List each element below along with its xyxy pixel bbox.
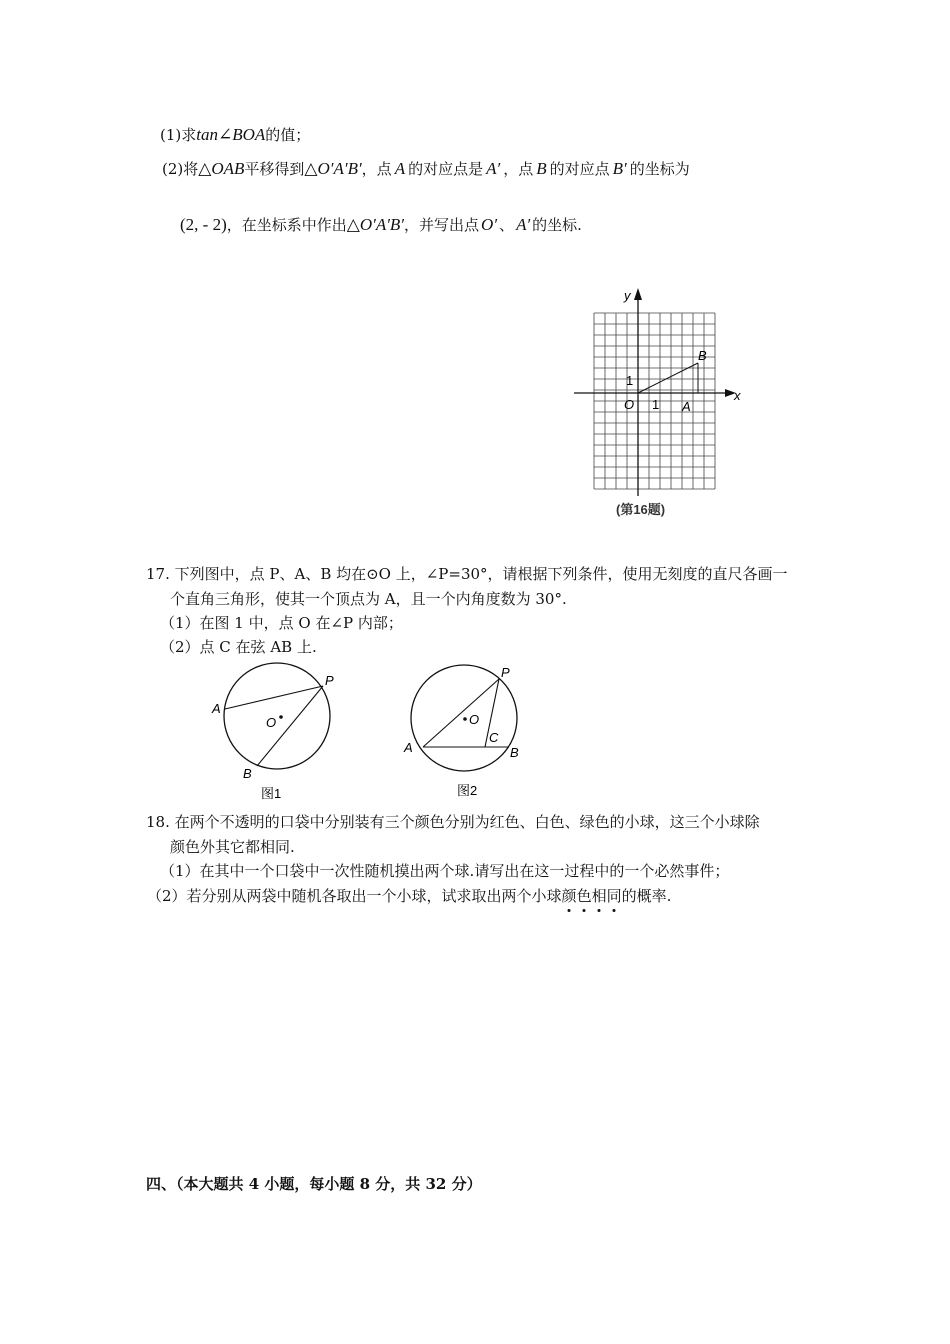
q18-item2 bbox=[147, 885, 671, 906]
emphasis-char: 颜 bbox=[561, 887, 577, 905]
q16-part2-line2 bbox=[180, 214, 582, 235]
label-a: A bbox=[404, 740, 413, 755]
point-b-label: B bbox=[698, 348, 707, 363]
q16-part1-prefix: (1)求 bbox=[160, 126, 197, 144]
center-dot bbox=[279, 715, 283, 719]
y-axis-arrow bbox=[634, 288, 642, 300]
label-p: P bbox=[325, 673, 334, 688]
q16-text: 的对应点是 bbox=[408, 160, 484, 178]
chord-pa bbox=[225, 686, 323, 709]
triangle-oab-prime: △O′A′B′ bbox=[346, 215, 405, 234]
label-o: O bbox=[266, 715, 277, 730]
emphasis-char: 相 bbox=[591, 887, 607, 905]
circle-o bbox=[224, 663, 330, 769]
q16-part1-expr: tan∠BOA bbox=[196, 125, 266, 144]
label-c: C bbox=[489, 730, 499, 745]
point-label: A bbox=[394, 159, 406, 178]
q16-text: (2)将 bbox=[162, 160, 199, 178]
q16-text: 、 bbox=[499, 216, 515, 234]
label-p: P bbox=[501, 665, 510, 680]
q18-item2-text: （2）若分别从两袋中随机各取出一个小球，试求取出两个小球 bbox=[147, 887, 562, 905]
q16-text: 的对应点 bbox=[549, 160, 610, 178]
q16-grid-figure bbox=[570, 282, 750, 522]
emphasis-char: 色 bbox=[576, 887, 592, 905]
q17-line2: 个直角三角形，使其一个顶点为 A，且一个内角度数为 30°. bbox=[170, 590, 567, 608]
q17-line1: 17. 下列图中，点 P、A、B 均在⊙O 上，∠P=30°，请根据下列条件，使用无刻度的直尺各画一 bbox=[146, 565, 788, 583]
section4-title: 四、（本大题共 4 小题，每小题 8 分，共 32 分） bbox=[146, 1175, 482, 1193]
q17-item1: （1）在图 1 中，点 O 在∠P 内部； bbox=[160, 614, 403, 632]
emphasis-char: 同 bbox=[606, 887, 622, 905]
q16-text: 的坐标为 bbox=[629, 160, 690, 178]
figure2-caption: 图2 bbox=[457, 783, 478, 798]
q16-part2-line1 bbox=[162, 158, 690, 179]
figure1-caption: 图1 bbox=[261, 786, 282, 801]
q16-part1-suffix: 的值； bbox=[265, 126, 311, 144]
q18-line2: 颜色外其它都相同. bbox=[170, 838, 295, 856]
q16-part1 bbox=[160, 124, 310, 145]
point-label: A′ bbox=[486, 159, 501, 178]
q16-text: ，并写出点 bbox=[404, 216, 480, 234]
y-unit-label: 1 bbox=[626, 373, 634, 388]
q17-item2: （2）点 C 在弦 AB 上. bbox=[160, 638, 317, 656]
label-b: B bbox=[243, 766, 252, 781]
label-a: A bbox=[212, 701, 221, 716]
q17-figure2 bbox=[400, 660, 530, 805]
label-o: O bbox=[469, 712, 480, 727]
segment-ob bbox=[638, 363, 698, 393]
point-label: A′ bbox=[516, 215, 531, 234]
origin-label: O bbox=[624, 397, 635, 412]
x-axis-label: x bbox=[734, 388, 741, 403]
y-axis-label: y bbox=[624, 288, 631, 303]
x-unit-label: 1 bbox=[652, 397, 660, 412]
center-dot bbox=[463, 717, 467, 721]
triangle-oab: △OAB bbox=[198, 159, 245, 178]
q16-text: 的坐标. bbox=[532, 216, 582, 234]
point-a-label: A bbox=[682, 399, 691, 414]
q18-item1: （1）在其中一个口袋中一次性随机摸出两个球.请写出在这一过程中的一个必然事件； bbox=[160, 862, 730, 880]
point-label: B′ bbox=[612, 159, 627, 178]
label-b: B bbox=[510, 745, 519, 760]
triangle-oab-prime: △O′A′B′ bbox=[304, 159, 362, 178]
point-label: B bbox=[536, 159, 547, 178]
q16-text: 平移得到 bbox=[244, 160, 305, 178]
q16-text: ，点 bbox=[503, 160, 534, 178]
q18-item2-text: 的概率. bbox=[621, 887, 672, 905]
q16-text: ，点 bbox=[361, 160, 392, 178]
q17-figure1 bbox=[205, 660, 345, 805]
q18-line1: 18. 在两个不透明的口袋中分别装有三个颜色分别为红色、白色、绿色的小球，这三个小球除 bbox=[146, 813, 760, 831]
figure-caption: (第16题) bbox=[616, 502, 666, 517]
q16-text: ，在坐标系中作出 bbox=[226, 216, 347, 234]
axes bbox=[574, 292, 732, 496]
point-label: O′ bbox=[481, 215, 498, 234]
coordinate-value: (2, - 2) bbox=[180, 215, 227, 234]
